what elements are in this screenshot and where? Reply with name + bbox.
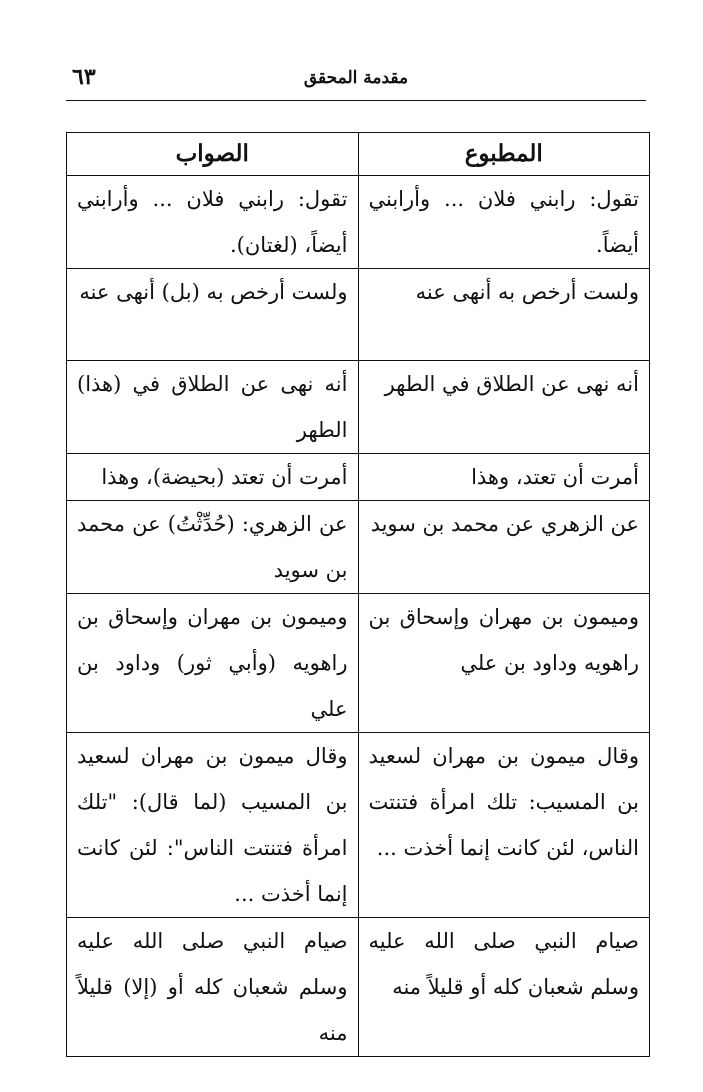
column-header-printed: المطبوع: [358, 133, 650, 176]
corrected-cell: ولست أرخص به (بل) أنهى عنه: [67, 269, 359, 361]
printed-cell: أمرت أن تعتد، وهذا: [358, 454, 650, 501]
printed-cell: وميمون بن مهران وإسحاق بن راهويه وداود بن علي: [358, 594, 650, 733]
table-row: [67, 501, 650, 594]
corrected-cell: أمرت أن تعتد (بحيضة)، وهذا: [67, 454, 359, 501]
corrected-cell: صيام النبي صلى الله عليه وسلم شعبان كله أو (إلا) قليلاً منه: [67, 918, 359, 1057]
printed-cell: عن الزهري عن محمد بن سويد: [358, 501, 650, 594]
table-row: [67, 454, 650, 501]
printed-cell: أنه نهى عن الطلاق في الطهر: [358, 361, 650, 454]
errata-table: [66, 132, 650, 1057]
table-row: [67, 594, 650, 733]
table-row: [67, 269, 650, 361]
corrected-cell: عن الزهري: (حُدِّثْتُ) عن محمد بن سويد: [67, 501, 359, 594]
printed-cell: وقال ميمون بن مهران لسعيد بن المسيب: تلك امرأة فتنتت الناس، لئن كانت إنما أخذت ...: [358, 733, 650, 918]
column-header-corrected: الصواب: [67, 133, 359, 176]
printed-cell: تقول: رابني فلان ... وأرابني أيضاً.: [358, 176, 650, 269]
corrected-cell: وقال ميمون بن مهران لسعيد بن المسيب (لما قال): "تلك امرأة فتنتت الناس": لئن كانت إنما أخذت ...: [67, 733, 359, 918]
corrected-cell: تقول: رابني فلان ... وأرابني أيضاً، (لغتان).: [67, 176, 359, 269]
running-title: مقدمة المحقق: [303, 68, 409, 88]
corrected-cell: وميمون بن مهران وإسحاق بن راهويه (وأبي ثور) وداود بن علي: [67, 594, 359, 733]
table-row: [67, 176, 650, 269]
printed-cell: صيام النبي صلى الله عليه وسلم شعبان كله أو قليلاً منه: [358, 918, 650, 1057]
printed-cell: ولست أرخص به أنهى عنه: [358, 269, 650, 361]
page-header: [66, 58, 646, 101]
table-row: [67, 361, 650, 454]
table-row: [67, 733, 650, 918]
table-header-row: [67, 133, 650, 176]
page-number: ٦٣: [72, 64, 96, 90]
table-row: [67, 918, 650, 1057]
corrected-cell: أنه نهى عن الطلاق في (هذا) الطهر: [67, 361, 359, 454]
